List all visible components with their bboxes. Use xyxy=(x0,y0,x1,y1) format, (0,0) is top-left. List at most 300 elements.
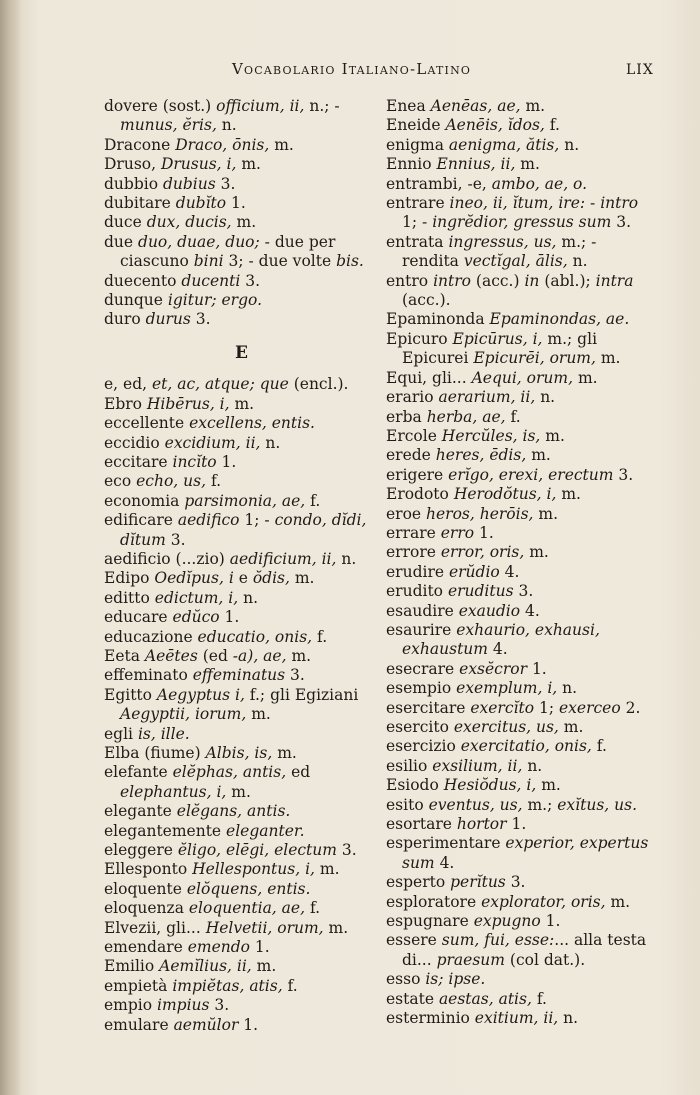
entry-note: m. xyxy=(520,97,546,115)
latin-term: eventus, us, xyxy=(428,795,523,814)
italian-term: Emilio xyxy=(104,957,160,976)
dictionary-entry xyxy=(386,524,658,543)
italian-term: empietà xyxy=(104,976,173,995)
latin-term: exĭtus, us. xyxy=(557,795,638,814)
latin-term: Hibērus, i, xyxy=(146,394,230,413)
entry-note: m. xyxy=(289,569,315,588)
entry-note: n. xyxy=(567,252,588,271)
dictionary-entry xyxy=(104,175,380,194)
italian-term: esaudire xyxy=(386,601,459,620)
entry-note: 3. xyxy=(285,666,305,685)
latin-term: in xyxy=(524,271,540,290)
latin-term: herba, ae, xyxy=(426,407,506,426)
entry-note: f. xyxy=(282,976,298,995)
latin-term: Ennius, ii, xyxy=(436,155,516,174)
latin-term: -a), ae, xyxy=(232,646,287,665)
italian-term: e, ed, xyxy=(104,375,152,394)
latin-term: impiĕtas, atis, xyxy=(172,976,283,995)
entry-note: ... alla testa di... xyxy=(402,931,647,969)
dictionary-entry xyxy=(386,660,658,679)
latin-term: incĭto xyxy=(172,452,217,471)
dictionary-entry xyxy=(386,543,658,562)
italian-term: dovere (sost.) xyxy=(104,97,217,115)
italian-term: editto xyxy=(104,588,155,607)
latin-term: heres, ēdis, xyxy=(435,446,527,465)
entry-note: 1; - xyxy=(402,213,433,232)
latin-term: aerarium, ii, xyxy=(438,388,536,407)
italian-term: esso xyxy=(386,970,426,989)
dictionary-entry xyxy=(104,996,380,1015)
italian-term: economia xyxy=(104,491,185,510)
italian-term: entro xyxy=(386,271,434,290)
entry-note: 3. xyxy=(613,465,634,484)
italian-term: erigere xyxy=(386,465,449,484)
dictionary-entry xyxy=(386,834,658,873)
italian-term: Elvezii, gli... xyxy=(104,918,206,937)
dictionary-entry xyxy=(386,582,658,601)
entry-note: m. xyxy=(524,543,549,562)
entry-note: m. xyxy=(251,957,277,976)
entry-note: m. xyxy=(595,349,621,368)
italian-term: esecrare xyxy=(386,659,460,678)
entry-note: 3; - due volte xyxy=(223,252,337,271)
italian-term: enigma xyxy=(386,135,449,154)
latin-term: praesum xyxy=(436,950,505,969)
entries-d xyxy=(104,97,380,330)
italian-term: empio xyxy=(104,996,158,1015)
entry-note: 4. xyxy=(520,601,540,620)
latin-term: durus xyxy=(145,310,191,329)
dictionary-entry xyxy=(104,589,380,608)
dictionary-entry xyxy=(104,155,380,174)
latin-term: dubĭto xyxy=(175,194,227,213)
italian-term: edificare xyxy=(104,511,178,530)
dictionary-entry xyxy=(386,679,658,698)
entry-note: (acc.). xyxy=(402,291,451,310)
latin-term: exerceo xyxy=(558,698,621,717)
dictionary-entry xyxy=(104,744,380,763)
latin-term: error, oris, xyxy=(440,543,525,562)
entry-note: m. xyxy=(226,782,251,801)
entry-note: n. xyxy=(558,1009,579,1028)
latin-term: aemŭlor xyxy=(173,1015,239,1034)
latin-term: elephantus, i, xyxy=(120,782,227,801)
dictionary-entry xyxy=(104,511,380,550)
entry-note: n. xyxy=(216,116,237,135)
latin-term: Aegyptii, iorum, xyxy=(120,705,247,724)
dictionary-entry xyxy=(104,492,380,511)
latin-term: Aemĭlius, ii, xyxy=(159,957,252,976)
latin-term: Epicurēi, orum, xyxy=(473,349,596,368)
entry-note: f. xyxy=(591,737,607,756)
entry-note: m. xyxy=(573,368,598,387)
dictionary-entry xyxy=(104,434,380,453)
entry-note: (encl.). xyxy=(288,375,349,394)
entry-note: m. xyxy=(286,646,312,665)
entry-note: m. xyxy=(556,485,581,504)
latin-term: Herodŏtus, i, xyxy=(453,485,557,504)
dictionary-entry xyxy=(104,957,380,976)
italian-term: eco xyxy=(104,472,137,491)
latin-term: duo, duae, duo; xyxy=(138,232,260,251)
entry-note: m. xyxy=(323,918,349,937)
latin-term: edictum, i, xyxy=(154,588,239,607)
italian-term: errare xyxy=(386,523,441,542)
dictionary-entry xyxy=(104,569,380,588)
entry-note: n. xyxy=(336,549,357,568)
dictionary-entry xyxy=(386,408,658,427)
italian-term: esploratore xyxy=(386,892,482,911)
dictionary-entry xyxy=(104,725,380,744)
latin-term: officium, ii, xyxy=(216,97,305,115)
latin-term: erĭgo, erexi, erectum xyxy=(448,465,614,484)
italian-term: erario xyxy=(386,388,439,407)
dictionary-entry xyxy=(386,931,658,970)
latin-term: ineo, ii, ĭtum, ire: xyxy=(449,194,586,213)
latin-term: aedificium, ii, xyxy=(229,549,337,568)
dictionary-entry xyxy=(104,647,380,666)
dictionary-entry xyxy=(386,330,658,369)
latin-term: eloquentia, ae, xyxy=(188,899,306,918)
italian-term: Eeta xyxy=(104,646,145,665)
latin-term: echo, us, xyxy=(136,472,207,491)
entry-note: m. xyxy=(526,446,551,465)
dictionary-entry xyxy=(104,763,380,802)
dictionary-entry xyxy=(386,116,658,135)
italian-term: Epaminonda xyxy=(386,310,490,329)
dictionary-entry xyxy=(104,899,380,918)
dictionary-entry xyxy=(104,272,380,291)
dictionary-entry xyxy=(104,860,380,879)
dictionary-entry xyxy=(104,880,380,899)
italian-term: emendare xyxy=(104,938,188,957)
italian-term: dubbio xyxy=(104,174,163,193)
italian-term: erba xyxy=(386,407,427,426)
latin-term: intra xyxy=(595,271,634,290)
italian-term: Esiodo xyxy=(386,776,444,795)
italian-term: Epicuro xyxy=(386,329,453,348)
entry-note: 1. xyxy=(506,815,527,834)
dictionary-entry xyxy=(386,602,658,621)
italian-term: egli xyxy=(104,724,138,743)
dictionary-entry xyxy=(104,822,380,841)
dictionary-entry xyxy=(104,414,380,433)
latin-term: Epicūrus, i, xyxy=(452,329,543,348)
entry-note: m. xyxy=(229,394,255,413)
italian-term: errore xyxy=(386,543,441,562)
entry-note: (ed xyxy=(197,646,233,665)
latin-term: perĭtus xyxy=(450,873,506,892)
italian-term: Ebro xyxy=(104,394,147,413)
italian-term: essere xyxy=(386,931,442,950)
dictionary-entry xyxy=(386,369,658,388)
entry-note: 3. xyxy=(336,841,357,860)
dictionary-entry xyxy=(386,1009,658,1028)
dictionary-entry xyxy=(386,388,658,407)
dictionary-entry xyxy=(386,175,658,194)
latin-term: Hellespontus, i, xyxy=(192,860,315,879)
latin-term: Aenēis, ĭdos, xyxy=(445,116,545,135)
dictionary-entry xyxy=(386,699,658,718)
italian-term: dunque xyxy=(104,291,168,310)
latin-term: exaudio xyxy=(458,601,521,620)
entry-note: 1. xyxy=(527,659,547,678)
italian-term: Elba (fiume) xyxy=(104,744,206,762)
entry-note: 4. xyxy=(487,640,508,659)
entry-note: 1; - xyxy=(239,511,275,530)
italian-term: emulare xyxy=(104,1015,174,1034)
latin-term: Drusus, i, xyxy=(160,155,237,174)
dictionary-entry xyxy=(104,919,380,938)
latin-term: Aequi, orum, xyxy=(471,368,574,387)
latin-term: exercitatio, onis, xyxy=(460,737,592,756)
entry-note: 3. xyxy=(209,996,230,1015)
dictionary-entry xyxy=(104,310,380,329)
italian-term: esercito xyxy=(386,718,454,736)
entry-note: (col dat.). xyxy=(504,950,586,969)
italian-term: Enea xyxy=(386,97,431,115)
latin-term: Aeētes xyxy=(144,646,198,665)
italian-term: erede xyxy=(386,446,436,465)
dictionary-entry xyxy=(386,272,658,311)
dictionary-entry xyxy=(386,757,658,776)
italian-term: elegante xyxy=(104,802,177,821)
latin-term: Helvetii, orum, xyxy=(205,918,324,937)
latin-term: effeminatus xyxy=(192,666,286,685)
italian-term: Erodoto xyxy=(386,485,454,504)
dictionary-entry xyxy=(386,621,658,660)
entry-note: 1. xyxy=(474,523,494,542)
italian-term: erudito xyxy=(386,582,448,601)
latin-term: sum, fui, esse: xyxy=(441,931,555,950)
italian-term: esaurire xyxy=(386,620,457,639)
entry-note: 1. xyxy=(238,1015,259,1034)
latin-term: et, ac, atque; que xyxy=(151,375,289,394)
entry-note: 3. xyxy=(240,271,261,290)
latin-term: exemplum, i, xyxy=(456,679,558,698)
entry-note: 1; xyxy=(534,698,559,717)
dictionary-entry xyxy=(386,97,658,116)
dictionary-entry xyxy=(104,97,380,136)
entry-note: m.; gli Epicurei xyxy=(402,329,598,368)
latin-term: intro xyxy=(600,194,639,213)
italian-term: duecento xyxy=(104,271,182,290)
entry-note: e xyxy=(233,569,253,588)
dictionary-entry xyxy=(386,446,658,465)
entry-note: f. xyxy=(305,491,321,510)
italian-term: effeminato xyxy=(104,666,193,685)
latin-term: impius xyxy=(157,996,210,1015)
latin-term: munus, ĕris, xyxy=(120,116,217,135)
entry-note: m. xyxy=(536,776,561,795)
dictionary-entry xyxy=(104,977,380,996)
dictionary-entry xyxy=(104,608,380,627)
dictionary-entry xyxy=(386,912,658,931)
entry-note: 1. xyxy=(226,194,246,213)
latin-term: exhaurio, exhausi, exhaustum xyxy=(402,620,600,659)
dictionary-entry xyxy=(104,233,380,272)
right-column xyxy=(386,97,658,1029)
entry-note: f. xyxy=(312,627,328,646)
latin-term: elĕgans, antis. xyxy=(176,802,291,821)
italian-term: Edipo xyxy=(104,569,155,588)
entry-note: f. xyxy=(505,407,521,426)
entry-note: (abl.); xyxy=(539,271,596,290)
italian-term: eccitare xyxy=(104,452,173,471)
dictionary-entry xyxy=(104,666,380,685)
dictionary-entry xyxy=(386,873,658,892)
latin-term: exsĕcror xyxy=(459,659,528,678)
section-letter: E xyxy=(235,342,249,363)
entry-note: 1. xyxy=(219,608,240,627)
latin-term: elŏquens, entis. xyxy=(186,879,311,898)
latin-term: ĕligo, elēgi, electum xyxy=(177,841,337,860)
entry-note: 1. xyxy=(540,912,561,931)
latin-term: aenigma, ătis, xyxy=(448,135,560,154)
italian-term: Eneide xyxy=(386,116,446,135)
latin-term: excidium, ii, xyxy=(164,433,261,452)
page-number: LIX xyxy=(626,62,654,78)
dictionary-entry xyxy=(104,395,380,414)
left-column xyxy=(104,97,380,1035)
italian-term: dubitare xyxy=(104,194,176,213)
entry-note: m. xyxy=(269,135,294,154)
dictionary-entry xyxy=(104,686,380,725)
latin-term: ingressus, us, xyxy=(448,232,557,251)
italian-term: erudire xyxy=(386,562,449,581)
latin-term: Draco, ōnis, xyxy=(175,135,270,154)
italian-term: duro xyxy=(104,310,146,329)
dictionary-entry xyxy=(386,815,658,834)
latin-term: experior, expertus sum xyxy=(402,834,649,872)
entry-note: n. xyxy=(559,135,580,154)
italian-term: esercitare xyxy=(386,698,471,717)
italian-term: eccidio xyxy=(104,433,165,452)
italian-term: eleggere xyxy=(104,841,178,860)
latin-term: hortor xyxy=(456,815,507,834)
entry-note: m. xyxy=(540,426,565,445)
italian-term: Ellesponto xyxy=(104,860,193,879)
dictionary-entry xyxy=(386,427,658,446)
latin-term: is; ipse. xyxy=(425,970,486,989)
entry-note: n. xyxy=(522,756,543,775)
latin-term: dubius xyxy=(162,174,216,193)
running-head: Vocabolario Italiano-Latino xyxy=(232,60,472,78)
entry-note: f. xyxy=(206,472,222,491)
latin-term: is, ille. xyxy=(137,724,190,743)
italian-term: entrata xyxy=(386,232,449,251)
latin-term: aedifico xyxy=(177,511,240,530)
dictionary-entry xyxy=(104,802,380,821)
entries-e-continued xyxy=(386,97,658,1029)
entry-note: 3. xyxy=(513,582,534,601)
dictionary-entry xyxy=(104,628,380,647)
entry-note: 4. xyxy=(434,853,455,872)
latin-term: Oedĭpus, i xyxy=(154,569,234,588)
dictionary-entry xyxy=(104,291,380,310)
latin-term: condo, dĭdi, dĭtum xyxy=(120,511,367,549)
italian-term: esperto xyxy=(386,873,451,892)
entry-note: m. xyxy=(558,718,584,736)
latin-term: edŭco xyxy=(172,608,220,627)
entry-note: 2. xyxy=(620,698,641,717)
entry-note: n. xyxy=(260,433,281,452)
latin-term: igitur; ergo. xyxy=(167,291,263,310)
italian-term: entrambi, -e, xyxy=(386,174,492,193)
latin-term: exercĭto xyxy=(470,698,535,717)
dictionary-entry xyxy=(104,841,380,860)
latin-term: ducenti xyxy=(181,271,241,290)
entry-note: f. xyxy=(544,116,560,135)
latin-term: ambo, ae, o. xyxy=(491,174,588,193)
entry-note: 3. xyxy=(165,530,186,549)
entry-note: (acc.) xyxy=(470,271,525,290)
dictionary-entry xyxy=(386,136,658,155)
italian-term: Equi, gli... xyxy=(386,368,472,387)
dictionary-entry xyxy=(104,938,380,957)
italian-term: eloquente xyxy=(104,879,187,898)
italian-term: esperimentare xyxy=(386,834,506,853)
entry-note: m. xyxy=(246,705,271,724)
latin-term: ingrĕdior, gressus sum xyxy=(432,213,612,232)
latin-term: dux, ducis, xyxy=(146,213,232,232)
entry-note: ed xyxy=(286,763,311,782)
entry-note: - xyxy=(585,194,601,213)
entry-note: m. xyxy=(533,504,559,523)
latin-term: bis. xyxy=(336,252,364,271)
latin-term: eleganter. xyxy=(226,821,305,840)
entry-note: 3. xyxy=(215,174,236,193)
latin-term: excellens, entis. xyxy=(189,414,315,433)
entry-note: m. xyxy=(515,155,540,174)
entry-note: 3. xyxy=(190,310,211,329)
dictionary-entry xyxy=(386,796,658,815)
dictionary-entry xyxy=(386,466,658,485)
dictionary-entry xyxy=(386,776,658,795)
dictionary-entry xyxy=(386,563,658,582)
entry-note: m. xyxy=(272,744,297,762)
italian-term: due xyxy=(104,232,139,251)
latin-term: heros, herōis, xyxy=(426,504,534,523)
dictionary-entry xyxy=(386,970,658,989)
dictionary-entry xyxy=(104,1016,380,1035)
dictionary-entry xyxy=(386,505,658,524)
dictionary-entry xyxy=(386,893,658,912)
italian-term: esercizio xyxy=(386,737,461,756)
dictionary-entry xyxy=(104,213,380,232)
latin-term: eruditus xyxy=(447,582,514,601)
latin-term: erŭdio xyxy=(448,562,500,581)
latin-term: Epaminondas, ae. xyxy=(489,310,630,329)
dictionary-entry xyxy=(386,737,658,756)
italian-term: esterminio xyxy=(386,1009,475,1028)
dictionary-entry xyxy=(386,990,658,1009)
dictionary-entry xyxy=(104,194,380,213)
italian-term: eccellente xyxy=(104,414,190,433)
dictionary-entry xyxy=(386,194,658,233)
latin-term: educatio, onis, xyxy=(197,627,313,646)
entry-note: 3. xyxy=(611,213,632,232)
entry-note: f. xyxy=(531,989,547,1008)
italian-term: Egitto xyxy=(104,685,157,704)
entries-e xyxy=(104,375,380,1035)
entry-note: - due per ciascuno xyxy=(120,232,336,271)
dictionary-entry xyxy=(386,718,658,737)
italian-term: eloquenza xyxy=(104,899,189,918)
dictionary-entry xyxy=(104,550,380,569)
entry-note: n. xyxy=(535,388,556,407)
dictionary-entry xyxy=(104,453,380,472)
